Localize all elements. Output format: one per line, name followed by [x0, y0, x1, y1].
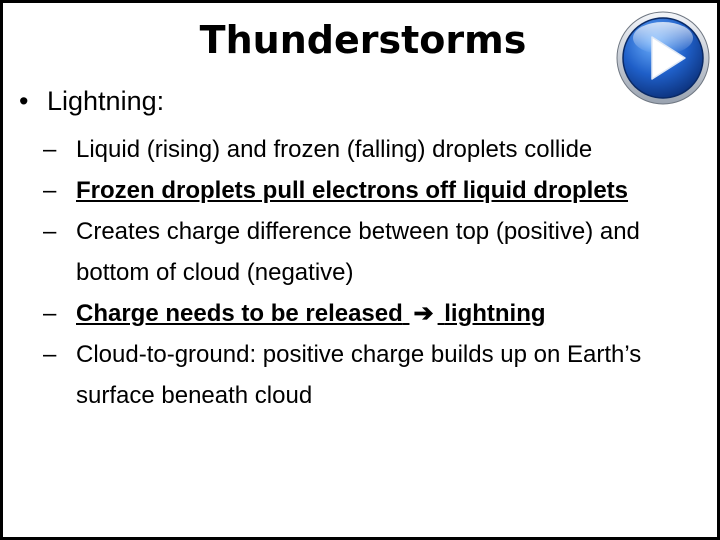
dash-symbol: –: [43, 218, 57, 245]
sub-bullet-1: [19, 129, 699, 170]
sub-bullet-3: [19, 211, 699, 293]
slide-content: [19, 81, 699, 416]
bullet-symbol: •: [19, 86, 29, 116]
sub-bullet-list: [19, 129, 699, 416]
sub-bullet-text: Liquid (rising) and frozen (falling) droplets collide: [76, 136, 593, 163]
dash-symbol: –: [43, 177, 57, 204]
dash-symbol: –: [43, 300, 57, 327]
sub-bullet-text: Creates charge difference between top (positive) and bottom of cloud (negative): [76, 218, 640, 286]
sub-bullet-text: Cloud-to-ground: positive charge builds up on Earth’s surface beneath cloud: [76, 341, 642, 409]
bullet-main-text: Lightning:: [47, 86, 165, 116]
sub-bullet-text-before: Charge needs to be released: [76, 300, 403, 327]
arrow-right-icon: ➔: [413, 300, 434, 327]
sub-bullet-4: [19, 293, 699, 334]
sub-bullet-text-after: lightning: [444, 300, 546, 327]
slide-title: Thunderstorms: [199, 18, 527, 62]
dash-symbol: –: [43, 136, 57, 163]
sub-bullet-text: Frozen droplets pull electrons off liquid droplets: [76, 177, 629, 204]
dash-symbol: –: [43, 341, 57, 368]
bullet-lightning: [19, 81, 699, 121]
sub-bullet-5: [19, 334, 699, 416]
sub-bullet-2: [19, 170, 699, 211]
